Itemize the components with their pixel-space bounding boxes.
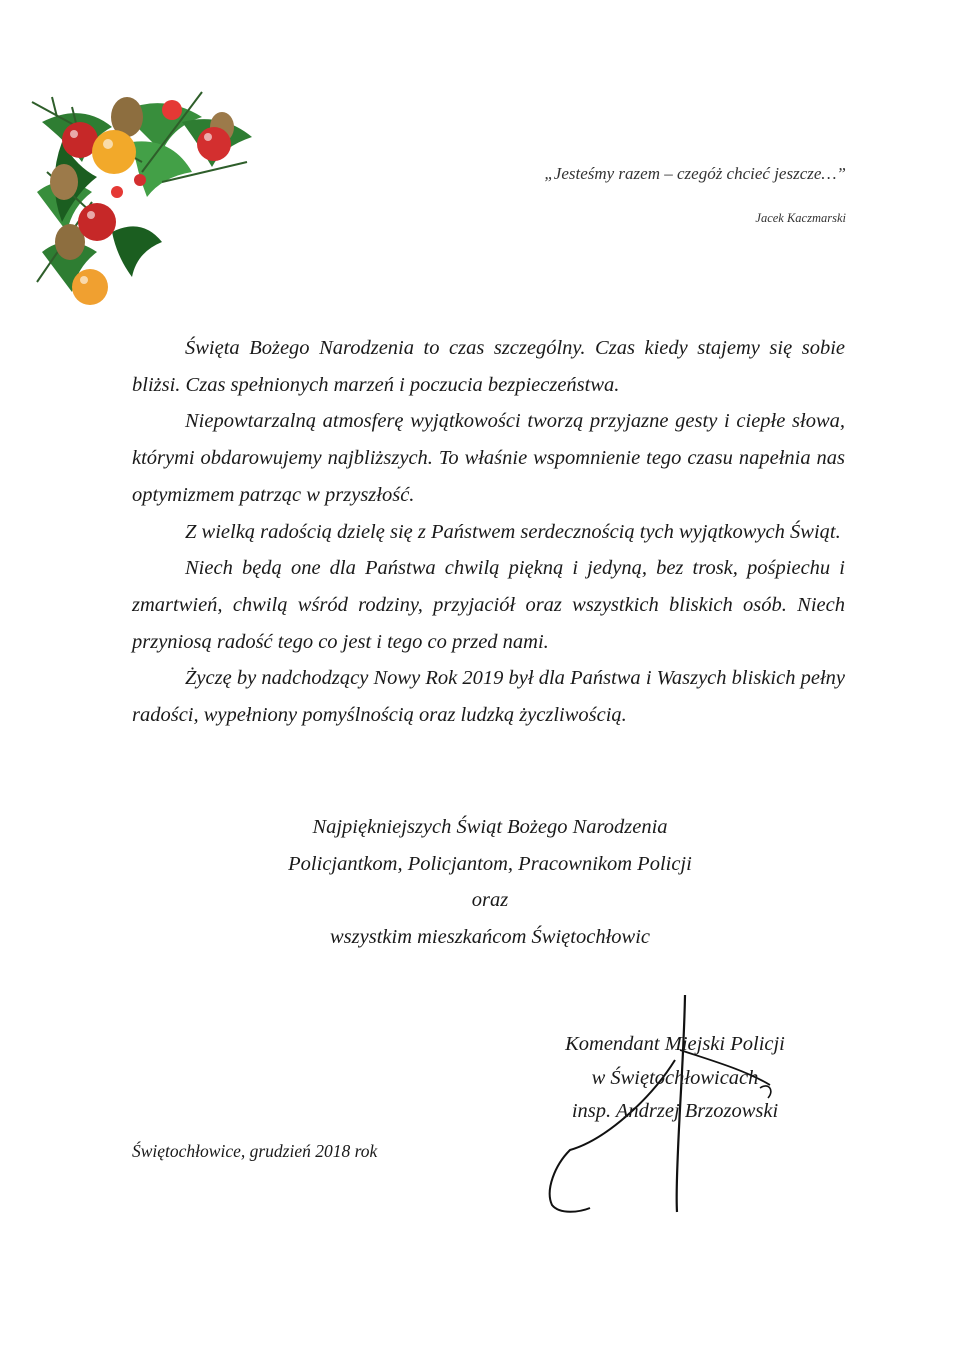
letter-paragraph: Z wielką radością dzielę się z Państwem serdecznością tych wyjątkowych Świąt. <box>185 520 841 543</box>
letter-paragraph: Święta Bożego Narodzenia to czas szczególny. Czas kiedy stajemy się sobie bliżsi. Czas spełnionych marzeń i poczucia bezpieczeństwa. <box>132 337 845 396</box>
motto-quote: „Jesteśmy razem – czegóż chcieć jeszcze…” <box>544 164 846 183</box>
greeting-line: Policjantkom, Policjantom, Pracownikom Policji <box>288 852 692 875</box>
signatory-name: insp. Andrzej Brzozowski <box>571 1100 779 1122</box>
signatory-block <box>520 1028 830 1129</box>
motto-author: Jacek Kaczmarski <box>755 211 846 225</box>
greeting-line: Najpiękniejszych Świąt Bożego Narodzenia <box>312 816 668 838</box>
letter-paragraph: Niepowtarzalną atmosferę wyjątkowości tworzą przyjazne gesty i ciepłe słowa, którymi obdarowujemy najbliższych. To właśnie wspomnienie tego czasu napełnia nas optymizmem patrząc w przyszłość. <box>132 410 845 506</box>
signatory-location: w Świętochłowicach <box>591 1066 759 1089</box>
letter-body <box>132 330 845 734</box>
greeting-block <box>190 809 790 956</box>
letter-paragraph: Życzę by nadchodzący Nowy Rok 2019 był dla Państwa i Waszych bliskich pełny radości, wypełniony pomyślnością oraz ludzką życzliwością. <box>132 667 845 727</box>
greeting-line: wszystkim mieszkańcom Świętochłowic <box>330 926 650 949</box>
letter-paragraph: Niech będą one dla Państwa chwilą piękną i jedyną, bez trosk, pośpiechu i zmartwień, chwilą wśród rodziny, przyjaciół oraz wszystkich bliskich osób. Niech przyniosą radość tego co jest i tego co przed nami. <box>132 557 845 653</box>
place-date: Świętochłowice, grudzień 2018 rok <box>132 1141 378 1161</box>
signatory-title: Komendant Miejski Policji <box>565 1033 785 1055</box>
greeting-line: oraz <box>471 889 509 912</box>
christmas-ornament-decoration <box>22 82 262 312</box>
